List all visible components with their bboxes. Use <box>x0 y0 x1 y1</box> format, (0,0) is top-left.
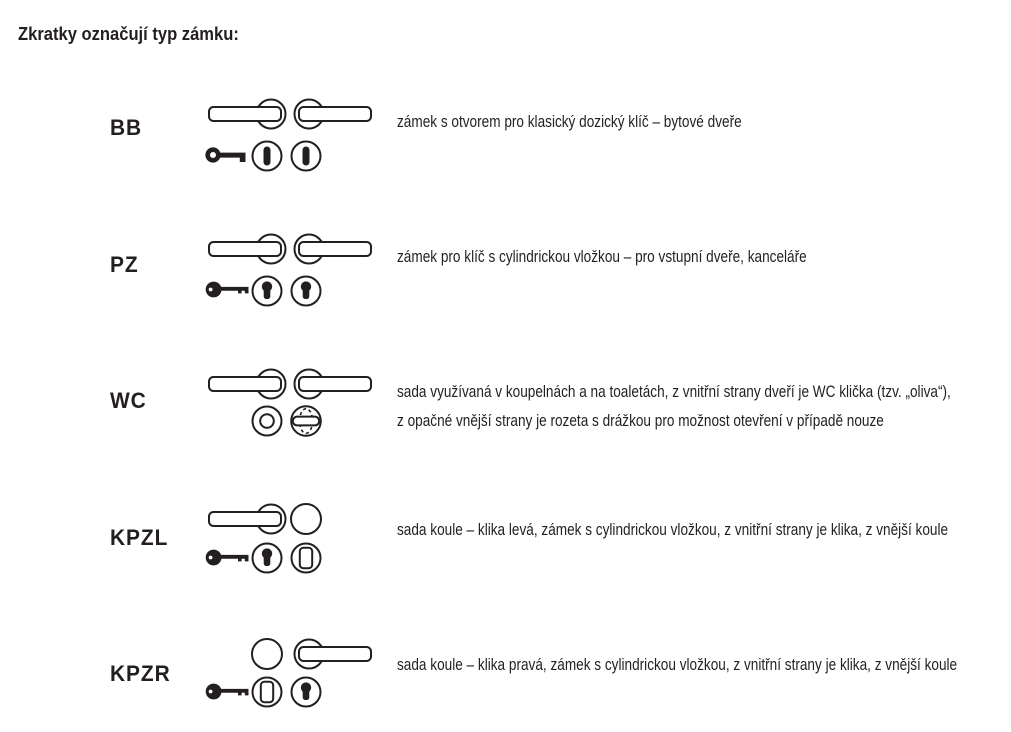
lock-icons-kpzl <box>205 502 377 586</box>
classic-key-icon <box>205 144 251 166</box>
lever-handle-right-icon <box>291 232 375 266</box>
cylinder-keyhole-rosette-icon <box>290 275 322 307</box>
lock-description-pz: zámek pro klíč s cylindrickou vložkou – pro vstupní dveře, kanceláře <box>397 247 807 266</box>
wc-turn-oliva-rosette-icon <box>290 405 322 437</box>
lever-handle-left-icon <box>205 502 289 536</box>
blind-slot-rosette-icon <box>290 542 322 574</box>
lock-icons-kpzr <box>205 637 377 721</box>
lock-description-kpzl: sada koule – klika levá, zámek s cylindrickou vložkou, z vnitřní strany je klika, z vnější koule <box>397 520 949 539</box>
lock-code-pz: PZ <box>110 252 139 277</box>
lever-handle-left-icon <box>205 232 289 266</box>
lock-icons-wc <box>205 367 377 451</box>
cylinder-key-icon <box>205 279 251 300</box>
grooved-rosette-icon <box>251 405 283 437</box>
lock-description-bb: zámek s otvorem pro klasický dozický klíč – bytové dveře <box>397 112 742 131</box>
lever-handle-left-icon <box>205 367 289 401</box>
knob-icon <box>289 502 323 536</box>
lock-icons-pz <box>205 232 377 316</box>
cylinder-keyhole-rosette-icon <box>290 676 322 708</box>
lever-handle-right-icon <box>291 637 375 671</box>
cylinder-keyhole-rosette-icon <box>251 275 283 307</box>
lever-handle-right-icon <box>291 97 375 131</box>
classic-keyhole-rosette-icon <box>251 140 283 172</box>
lock-description-wc <box>397 377 951 435</box>
lock-icons-bb <box>205 97 377 181</box>
lock-code-kpzr: KPZR <box>110 661 171 686</box>
lock-code-bb: BB <box>110 115 143 140</box>
cylinder-key-icon <box>205 547 251 568</box>
knob-icon <box>250 637 284 671</box>
lock-description-wc-line2: z opačné vnější strany je rozeta s drážkou pro možnost otevření v případě nouze <box>397 411 884 430</box>
page-title: Zkratky označují typ zámku: <box>18 24 239 44</box>
blind-slot-rosette-icon <box>251 676 283 708</box>
lock-code-wc: WC <box>110 388 147 413</box>
lever-handle-right-icon <box>291 367 375 401</box>
lock-description-wc-line1: sada využívaná v koupelnách a na toaletách, z vnitřní strany dveří je WC klička (tzv. „oliva“), <box>397 382 951 401</box>
cylinder-key-icon <box>205 681 251 702</box>
classic-keyhole-rosette-icon <box>290 140 322 172</box>
lock-description-kpzr: sada koule – klika pravá, zámek s cylindrickou vložkou, z vnitřní strany je klika, z vnější koule <box>397 655 958 674</box>
lever-handle-left-icon <box>205 97 289 131</box>
cylinder-keyhole-rosette-icon <box>251 542 283 574</box>
lock-code-kpzl: KPZL <box>110 525 169 550</box>
